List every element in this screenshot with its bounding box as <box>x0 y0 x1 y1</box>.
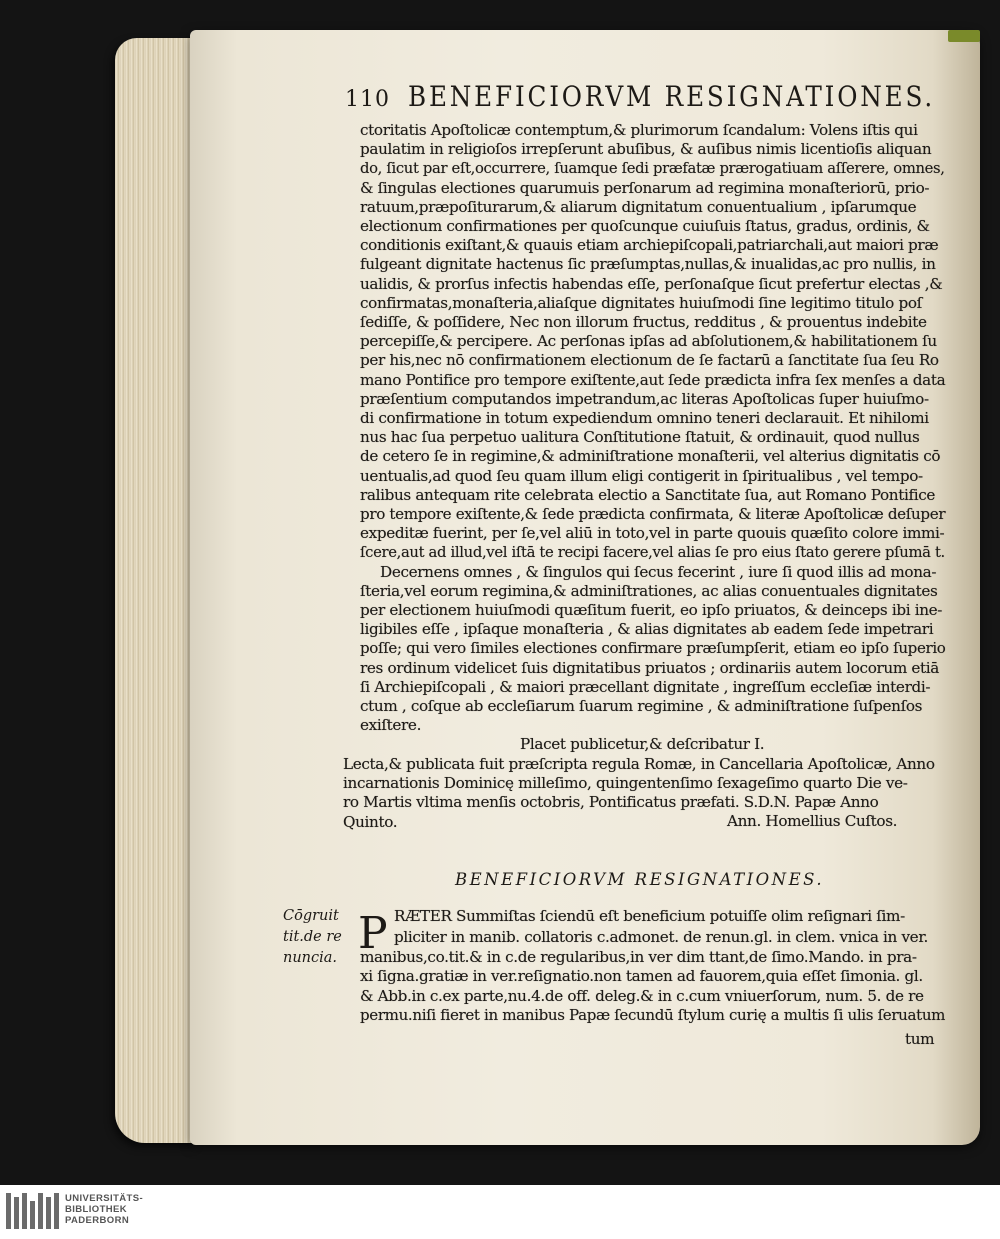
lecta-line: Quinto. <box>343 812 398 831</box>
lecta-line: Lecta,& publicata fuit præſcripta regula Romæ, in Cancellaria Apoſtolicæ, Anno <box>343 755 935 773</box>
body-line: & Abb.in c.ex parte,nu.4.de off. deleg.& in c.cum vniuerſorum, num. 5. de re <box>360 986 924 1005</box>
margin-note-line: Cōgruit <box>283 908 339 924</box>
library-name <box>65 1193 143 1226</box>
text-line: ſteria,vel eorum regimina,& adminiſtrationes, ac alias conuentuales dignitates <box>360 581 938 600</box>
lecta-line: incarnationis Dominicę milleſimo, quingentenſimo ſexageſimo quarto Die ve- <box>343 774 908 793</box>
text-line: paulatim in religioſos irrepſerunt abuſibus, & auſibus nimis licentioſis aliquan <box>360 140 932 159</box>
text-line: conditionis exiſtant,& quauis etiam archiepiſcopali,patriarchali,aut maiori præ <box>360 236 939 255</box>
footer-bar <box>0 1185 1000 1239</box>
body-line: pliciter in manib. collatoris c.admonet. de renun.gl. in clem. vnica in ver. <box>394 928 929 946</box>
text-line: ctum , coſque ab eccleſiarum ſuarum regimine , & adminiſtratione ſuſpenſos <box>360 697 923 715</box>
library-name-line: BIBLIOTHEK <box>65 1204 128 1215</box>
signature: Ann. Homellius Cuſtos. <box>727 812 898 830</box>
text-line: di confirmatione in totum expediendum omnino teneri declarauit. Et nihilomi <box>360 409 929 427</box>
text-line: percepiſſe,& percipere. Ac perſonas ipſas ad abſolutionem,& habilitationem ſu <box>360 332 937 351</box>
text-line: de cetero ſe in regimine,& adminiſtratione monaſterii, vel alterius dignitatis cō <box>360 447 941 466</box>
book-fore-edge <box>115 38 197 1143</box>
text-line: ligibiles eſſe , ipſaque monaſteria , & alias dignitates ab eadem ſede impetrari <box>360 620 934 639</box>
margin-note-line: nuncia. <box>283 950 338 966</box>
body-first-line: RÆTER Summiſtas ſciendū eſt beneficium potuiſſe olim reſignari ſim- <box>394 907 905 925</box>
text-line: ctoritatis Apoſtolicæ contemptum,& plurimorum ſcandalum: Volens iſtis qui <box>360 121 918 139</box>
text-line: expeditæ fuerint, per ſe,vel aliū in toto,vel in parte quouis quæſito colore immi- <box>360 524 945 543</box>
text-line: per his,nec nō confirmationem electionum de ſe factarū a ſanctitate ſua ſeu Ro <box>360 351 939 370</box>
text-line: fulgeant dignitate hactenus ſic præſumptas,nullas,& inualidas,ac pro nullis, in <box>360 255 936 274</box>
library-logo <box>6 1193 143 1229</box>
text-line: per electionem huiuſmodi quæſitum fuerit, eo ipſo priuatos, & deinceps ibi ine- <box>360 601 943 619</box>
text-line: ſi Archiepiſcopali , & maiori præcellant dignitate , ingreſſum eccleſiæ interdi- <box>360 677 931 696</box>
text-line: ratuum,præpoſiturarum,& aliarum dignitatum conuentualium , ipſarumque <box>360 197 917 216</box>
section-heading: BENEFICIORVM RESIGNATIONES. <box>455 870 825 889</box>
body-line: manibus,co.tit.& in c.de regularibus,in ver dim ttant,de ſimo.Mando. in pra- <box>360 947 917 966</box>
library-logo-bars-icon <box>6 1193 59 1229</box>
placet-line: Placet publicetur,& deſcribatur I. <box>520 735 765 753</box>
text-line: mano Pontifice pro tempore exiſtente,aut ſede prædicta infra ſex menſes a data <box>360 370 946 389</box>
text-line: præſentium computandos impetrandum,ac literas Apoſtolicas ſuper huiuſmo- <box>360 389 929 408</box>
page-header <box>345 80 935 120</box>
text-line: & ſingulas electiones quarumuis perſonarum ad regimina monaſteriorū, prio- <box>360 178 930 197</box>
text-line: uentualis,ad quod ſeu quam illum eligi contigerit in ſpiritualibus , vel tempo- <box>360 466 923 485</box>
drop-cap: P <box>358 908 388 959</box>
page-number: 110 <box>345 87 390 112</box>
margin-note-line: tit.de re <box>283 929 342 945</box>
text-line: nus hac ſua perpetuo ualitura Conſtitutione ſtatuit, & ordinauit, quod nullus <box>360 428 920 447</box>
catchword: tum <box>905 1030 935 1048</box>
library-name-line: UNIVERSITÄTS- <box>65 1193 144 1204</box>
text-line: pro tempore exiſtente,& ſede prædicta confirmata, & literæ Apoſtolicæ deſuper <box>360 505 946 523</box>
text-line: confirmatas,monaſteria,aliaſque dignitates huiuſmodi ſine legitimo titulo poſ <box>360 293 922 312</box>
library-name-line: PADERBORN <box>65 1215 130 1226</box>
running-title: BENEFICIORVM RESIGNATIONES. <box>408 80 936 113</box>
text-line: ſcere,aut ad illud,vel iſtā te recipi facere,vel alias ſe pro eius ſtato gerere pſumā t. <box>360 543 945 562</box>
text-line: poſſe; qui vero ſimiles electiones confirmare præſumpſerit, etiam eo ipſo ſuperio <box>360 639 946 658</box>
text-line: Decernens omnes , & ſingulos qui ſecus fecerint , iure ſi quod illis ad mona- <box>380 562 937 581</box>
text-line: electionum confirmationes per quoſcunque cuiuſuis ſtatus, gradus, ordinis, & <box>360 217 930 235</box>
text-line: ralibus antequam rite celebrata electio a Sanctitate ſua, aut Romano Pontifice <box>360 485 936 504</box>
lecta-line: ro Martis vltima menſis octobris, Pontificatus præfati. S.D.N. Papæ Anno <box>343 793 879 812</box>
text-line: res ordinum videlicet ſuis dignitatibus priuatos ; ordinariis autem locorum etiā <box>360 658 939 677</box>
text-line: exiſtere. <box>360 716 422 735</box>
body-line: xi ſigna.gratiæ in ver.reſignatio.non tamen ad fauorem,quia eſſet ſimonia. gl. <box>360 967 923 986</box>
page-tab-marker <box>948 30 980 42</box>
text-line: do, ſicut par eſt,occurrere, ſuamque ſedi præfatæ prærogatiuam aſſerere, omnes, <box>360 159 945 178</box>
body-line: permu.niſi fieret in manibus Papæ ſecundū ſtylum curię a multis ſi ulis ſeruatum <box>360 1006 946 1025</box>
text-line: ualidis, & prorſus infectis habendas eſſe, perſonaſque ſicut prefertur electas ,& <box>360 274 943 293</box>
text-line: ſediſſe, & poſſidere, Nec non illorum fructus, redditus , & prouentus indebite <box>360 313 927 331</box>
